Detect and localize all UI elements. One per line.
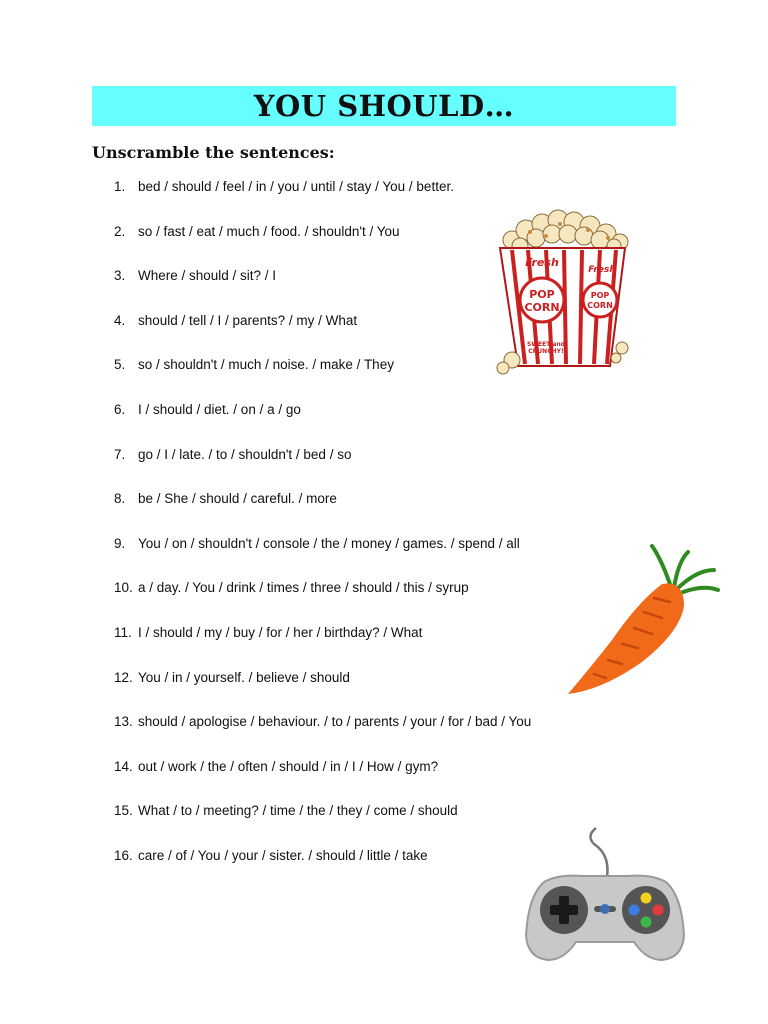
page-title: YOU SHOULD… [253,89,515,123]
sentence-number: 15. [114,803,133,818]
sentence-number: 11. [114,625,132,640]
popcorn-corn-label: CORN [524,301,560,314]
sentence-text: out / work / the / often / should / in / I / How / gym? [138,759,439,774]
sentence-item [114,623,422,643]
sentence-number: 13. [114,714,133,729]
popcorn-pop-label-2: POP [590,291,610,300]
sentence-item [114,177,454,197]
sentence-text: should / apologise / behaviour. / to / parents / your / for / bad / You [138,714,532,729]
popcorn-fresh-label: Fresh [525,256,559,269]
sentence-item [114,355,394,375]
popcorn-sweet-label: SWEET and [527,341,565,348]
carrot-icon [562,540,722,700]
sentence-text: Where / should / sit? / I [138,268,277,283]
sentence-number: 8. [114,491,126,506]
sentence-text: I / should / my / buy / for / her / birthday? / What [138,625,423,640]
sentence-item [114,400,301,420]
sentence-text: a / day. / You / drink / times / three / should / this / syrup [138,580,469,595]
popcorn-fresh-label-2: Fresh [588,265,616,275]
sentence-number: 5. [114,357,126,372]
sentence-item [114,578,469,598]
sentence-number: 6. [114,402,126,417]
sentence-item [114,445,351,465]
sentence-number: 10. [114,580,133,595]
sentence-number: 4. [114,313,126,328]
instructions-heading: Unscramble the sentences: [92,143,335,162]
sentence-item [114,801,458,821]
sentence-item [114,712,531,732]
sentence-text: be / She / should / careful. / more [138,491,337,506]
sentence-number: 2. [114,224,126,239]
sentence-text: should / tell / I / parents? / my / What [138,313,358,328]
sentence-item [114,489,337,509]
sentence-text: I / should / diet. / on / a / go [138,402,301,417]
sentence-item [114,222,400,242]
sentence-item [114,846,428,866]
popcorn-corn-label-2: CORN [587,301,613,310]
popcorn-pop-label: POP [529,288,555,301]
popcorn-icon [490,208,635,378]
sentence-text: go / I / late. / to / shouldn't / bed / so [138,447,352,462]
sentence-text: care / of / You / your / sister. / should / little / take [138,848,428,863]
sentence-item [114,534,520,554]
sentence-number: 12. [114,670,133,685]
sentence-number: 7. [114,447,126,462]
game-controller-icon [522,826,688,966]
sentence-item [114,757,438,777]
sentence-number: 14. [114,759,133,774]
sentence-text: You / in / yourself. / believe / should [138,670,350,685]
sentence-number: 1. [114,179,126,194]
sentence-number: 3. [114,268,126,283]
sentence-item [114,266,276,286]
sentence-text: What / to / meeting? / time / the / they / come / should [138,803,458,818]
sentence-item [114,311,357,331]
sentence-item [114,668,350,688]
sentence-text: bed / should / feel / in / you / until / stay / You / better. [138,179,454,194]
sentence-text: You / on / shouldn't / console / the / money / games. / spend / all [138,536,520,551]
popcorn-crunchy-label: CRUNCHY! [528,348,564,355]
sentence-number: 16. [114,848,133,863]
sentence-text: so / fast / eat / much / food. / shouldn't / You [138,224,400,239]
sentence-number: 9. [114,536,126,551]
sentence-text: so / shouldn't / much / noise. / make / They [138,357,394,372]
